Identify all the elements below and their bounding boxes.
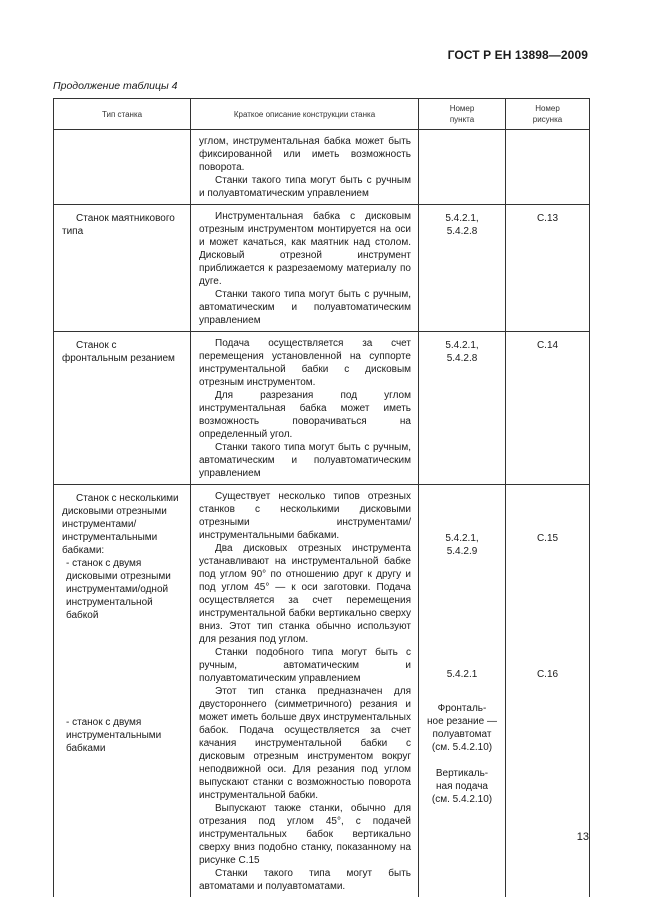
figure-cell: С.15 С.16 — [506, 485, 590, 898]
table-row — [54, 130, 590, 205]
vertical-feed-note: Вертикаль- ная подача (см. 5.4.2.10) — [431, 768, 493, 805]
table-row — [54, 485, 590, 898]
figure-cell — [506, 130, 590, 205]
frontal-cutting-note: Фронталь- ное резание — полуавтомат (см. 5.4.2.10) — [427, 703, 497, 753]
standard-code: ГОСТ Р ЕН 13898—2009 — [447, 48, 588, 62]
machine-type-cell — [54, 130, 191, 205]
table-row — [54, 332, 590, 485]
table-row — [54, 205, 590, 332]
description-cell: Существует несколько типов отрезных станков с несколькими дисковыми отрезными инструментами/инструментальными бабками. Два дисковых отрезных инструмента устанавливают на инструментальной бабке под углом 90° по отношению друг к другу и под углом 45° — к оси заготовки. Подача осуществляется за счет перемещения инструментальной бабки вертикально сверху вниз. Этот тип станка обычно используют для резания под углом. Станки подобного типа могут быть с ручным, автоматическим и полуавтоматическим управлением Этот тип станка предназначен для двустороннего (симметричного) резания и может иметь больше двух инструментальных бабок. Подача осуществляется за счет качания инструментальной бабки с дисковым отрезным инструментом вокруг неподвижной оси. Для резания под углом выпускают станки с возможностью поворота инструментальной бабки. Выпускают также станки, обычно для отрезания под углом 45°, с подачей инструментальных бабок вертикально сверху вниз подобно станку, показанному на рисунке С.15 Станки такого типа могут быть автоматами и полуавтоматами. — [191, 485, 419, 898]
description-cell: Подача осуществляется за счет перемещения установленной на суппорте инструментальной бабки с дисковым отрезным инструментом. Для разрезания под углом инструментальная бабка может иметь возможность поворачиваться на определенный угол. Станки такого типа могут быть с ручным, автоматическим и полуавтоматическим управлением — [191, 332, 419, 485]
clause-cell: 5.4.2.1, 5.4.2.8 — [419, 205, 506, 332]
description-cell: углом, инструментальная бабка может быть фиксированной или иметь возможность поворота. Станки такого типа могут быть с ручным и полуавтоматическим управлением — [191, 130, 419, 205]
figure-cell: С.14 — [506, 332, 590, 485]
header-machine-type: Тип станка — [54, 99, 191, 130]
description-cell: Инструментальная бабка с дисковым отрезным инструментом монтируется на оси и может качаться, как маятник над столом. Дисковый отрезной инструмент приближается к разрезаемому материалу по дуге. Станки такого типа могут быть с ручным, автоматическим и полуавтоматическим управлением — [191, 205, 419, 332]
header-figure-number: Номер рисунка — [506, 99, 590, 130]
header-clause-number: Номер пункта — [419, 99, 506, 130]
figure-cell: С.13 — [506, 205, 590, 332]
machine-type-cell: Станок с фронтальным резанием — [54, 332, 191, 485]
table-header-row — [54, 99, 590, 130]
clause-cell: 5.4.2.1, 5.4.2.8 — [419, 332, 506, 485]
header-description: Краткое описание конструкции станка — [191, 99, 419, 130]
clause-cell — [419, 130, 506, 205]
clause-cell: 5.4.2.1, 5.4.2.9 5.4.2.1 Фронталь- ное резание — полуавтомат (см. 5.4.2.10) Вертикаль- ная подача (см. 5.4.2.10) — [419, 485, 506, 898]
page-number: 13 — [576, 831, 589, 843]
machine-types-table — [53, 98, 590, 897]
table-caption: Продолжение таблицы 4 — [53, 80, 178, 92]
machine-type-cell: Станок маятникового типа — [54, 205, 191, 332]
machine-type-cell: Станок с несколькими дисковыми отрезными инструментами/инструментальными бабками: - станок с двумя дисковыми отрезными инструментами/одной инструментальной бабкой - станок с двумя инструментальными бабками — [54, 485, 191, 898]
